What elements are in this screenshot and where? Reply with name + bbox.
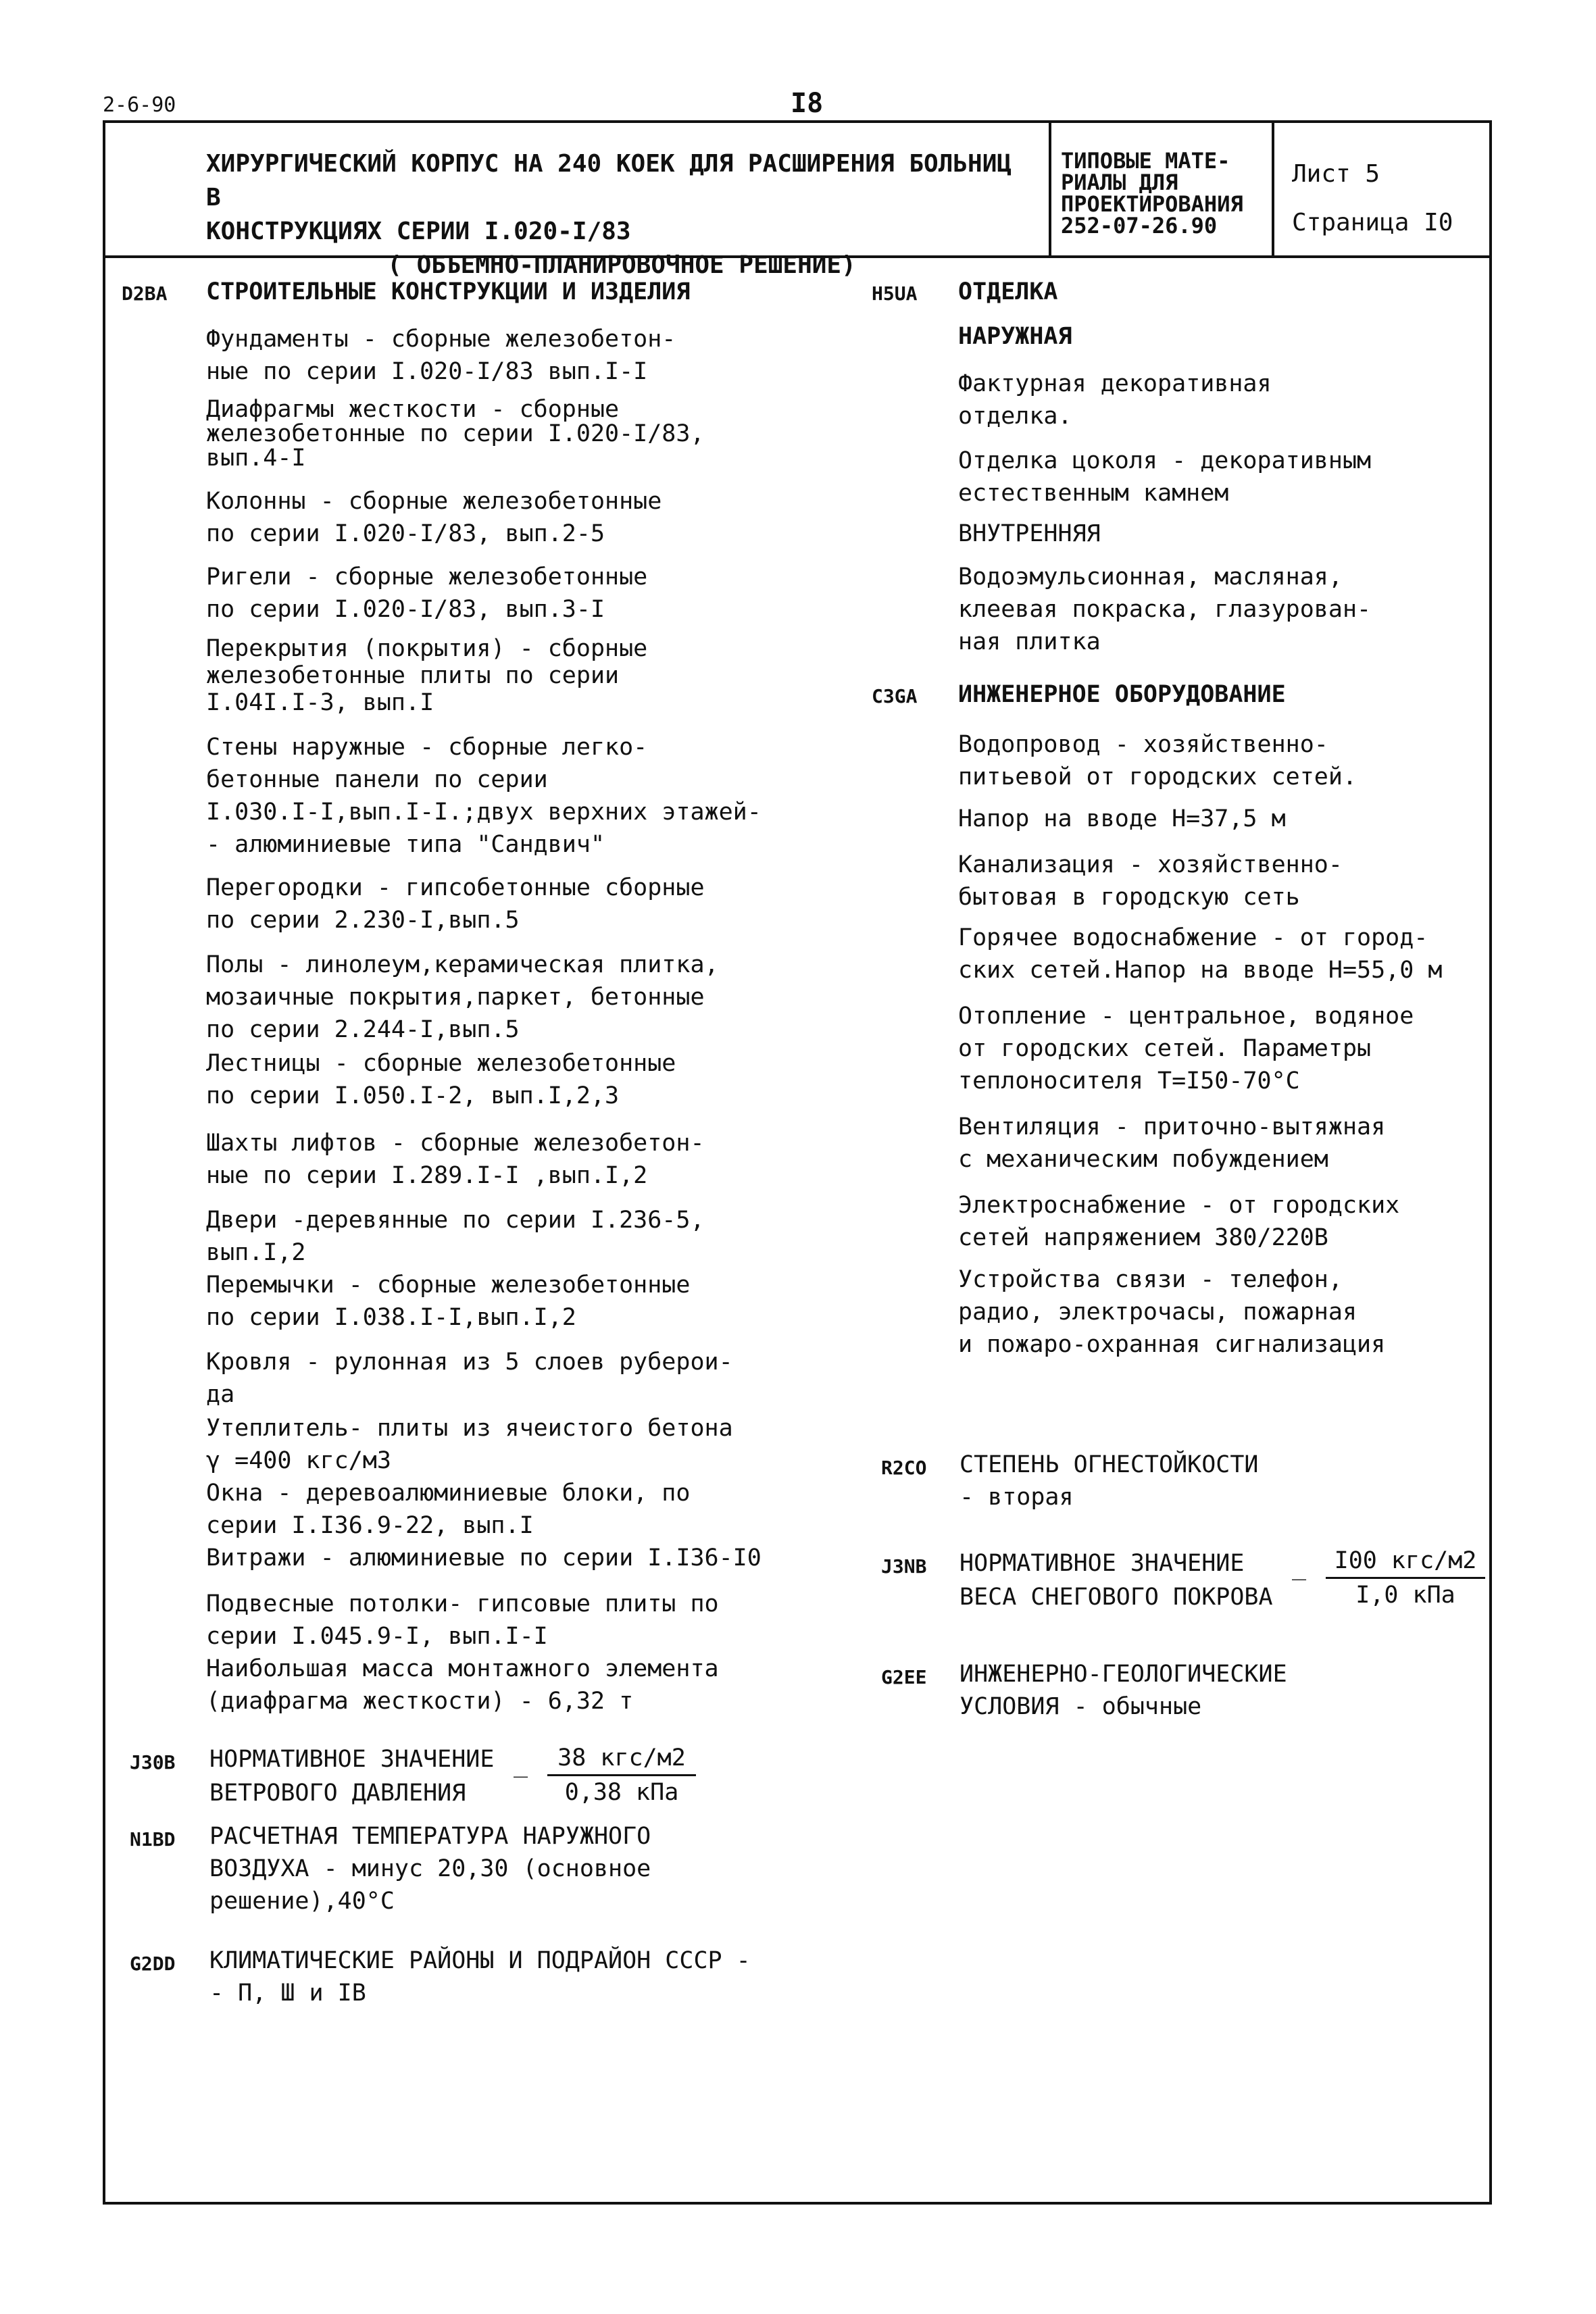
wind-pressure-value — [547, 1742, 696, 1809]
section-code-h5ua: H5UA — [872, 282, 918, 305]
list-item: Электроснабжение - от городских сетей напряжением 380/220В — [958, 1192, 1400, 1251]
list-item: Перемычки - сборные железобетонные по серии I.038.I-I,вып.I,2 — [206, 1272, 691, 1331]
sheet-info — [1292, 150, 1453, 247]
climate-regions-text: КЛИМАТИЧЕСКИЕ РАЙОНЫ И ПОДРАЙОН СССР - - П, Ш и IВ — [209, 1947, 751, 2007]
series-info — [1061, 150, 1264, 236]
list-item: Перекрытия (покрытия) - сборные железобетонные плиты по серии I.04I.I-3, вып.I — [206, 635, 648, 716]
snow-load-denominator: I,0 кПа — [1355, 1582, 1455, 1609]
list-item: Двери -деревянные по серии I.236-5, вып.I,2 — [206, 1207, 705, 1266]
list-item: Перегородки - гипсобетонные сборные по серии 2.230-I,вып.5 — [206, 874, 705, 934]
page-label: Страница I0 — [1292, 209, 1453, 236]
geology-conditions-text: ИНЖЕНЕРНО-ГЕОЛОГИЧЕСКИЕ УСЛОВИЯ - обычные — [959, 1661, 1287, 1720]
meta-line-4: 252-07-26.90 — [1061, 213, 1218, 238]
section-code-g2ee: G2EE — [881, 1666, 927, 1688]
equals-dash: _ — [514, 1751, 528, 1778]
fire-resistance-text: СТЕПЕНЬ ОГНЕСТОЙКОСТИ - вторая — [959, 1451, 1259, 1511]
section-code-g2dd: G2DD — [130, 1953, 176, 1975]
header-divider-2 — [1272, 120, 1274, 258]
list-item: Лестницы - сборные железобетонные по серии I.050.I-2, вып.I,2,3 — [206, 1050, 676, 1109]
list-item: Шахты лифтов - сборные железобетон- ные по серии I.289.I-I ,вып.I,2 — [206, 1130, 705, 1189]
list-item: Отопление - центральное, водяное от городских сетей. Параметры теплоносителя Т=I50-70°С — [958, 1003, 1414, 1095]
list-item: Водоэмульсионная, масляная, клеевая покраска, глазурован- ная плитка — [958, 563, 1372, 655]
header-divider-1 — [1049, 120, 1051, 258]
list-item: Фундаменты - сборные железобетон- ные по серии I.020-I/83 вып.I-I — [206, 326, 676, 385]
list-item: Стены наружные - сборные легко- бетонные панели по серии I.030.I-I,вып.I-I.;двух верхних этажей- - алюминиевые типа "Сандвич" — [206, 734, 762, 858]
snow-load-value — [1326, 1544, 1485, 1611]
wind-pressure-numerator: 38 кгс/м2 — [547, 1742, 696, 1776]
list-item: Ригели - сборные железобетонные по серии I.020-I/83, вып.3-I — [206, 563, 648, 623]
list-item: Напор на вводе Н=37,5 м — [958, 805, 1286, 832]
subsection-title-outer: НАРУЖНАЯ — [958, 323, 1072, 350]
section-title-engineering: ИНЖЕНЕРНОЕ ОБОРУДОВАНИЕ — [958, 681, 1286, 708]
list-item: Вентиляция - приточно-вытяжная с механическим побуждением — [958, 1113, 1386, 1173]
title-line-3: ( ОБЪЕМНО-ПЛАНИРОВОЧНОЕ РЕШЕНИЕ) — [387, 251, 856, 279]
wind-pressure-line-1: НОРМАТИВНОЕ ЗНАЧЕНИЕ — [209, 1746, 495, 1773]
equals-dash: _ — [1292, 1554, 1307, 1581]
section-title-structures: СТРОИТЕЛЬНЫЕ КОНСТРУКЦИИ И ИЗДЕЛИЯ — [206, 278, 691, 305]
document-title — [206, 147, 1037, 282]
list-item: Полы - линолеум,керамическая плитка, мозаичные покрытия,паркет, бетонные по серии 2.244-I,вып.5 — [206, 951, 719, 1043]
title-line-1: ХИРУРГИЧЕСКИЙ КОРПУС НА 240 КОЕК ДЛЯ РАСШИРЕНИЯ БОЛЬНИЦ В — [206, 150, 1012, 211]
list-item: Канализация - хозяйственно- бытовая в городскую сеть — [958, 851, 1343, 911]
list-item: Колонны - сборные железобетонные по серии I.020-I/83, вып.2-5 — [206, 488, 662, 547]
list-item: Диафрагмы жесткости - сборные железобетонные по серии I.020-I/83, вып.4-I — [206, 396, 705, 472]
sheet-number: Лист 5 — [1292, 160, 1380, 188]
list-item: Водопровод - хозяйственно- питьевой от городских сетей. — [958, 731, 1357, 790]
section-title-finishing: ОТДЕЛКА — [958, 278, 1058, 305]
section-code-j3nb: J3NB — [881, 1555, 927, 1578]
list-item: Горячее водоснабжение - от город- ских сетей.Напор на вводе Н=55,0 м — [958, 924, 1443, 984]
page-number: I8 — [791, 88, 824, 119]
title-line-2: КОНСТРУКЦИЯХ СЕРИИ I.020-I/83 — [206, 218, 631, 245]
list-item: Подвесные потолки- гипсовые плиты по серии I.045.9-I, вып.I-I — [206, 1590, 719, 1650]
snow-load-line-1: НОРМАТИВНОЕ ЗНАЧЕНИЕ — [959, 1550, 1245, 1577]
wind-pressure-denominator: 0,38 кПа — [564, 1779, 679, 1806]
document-code: 2-6-90 — [103, 93, 176, 117]
list-item: Кровля - рулонная из 5 слоев руберои- да — [206, 1349, 733, 1408]
list-item: Витражи - алюминиевые по серии I.I36-I0 — [206, 1544, 762, 1571]
snow-load-numerator: I00 кгс/м2 — [1326, 1544, 1485, 1579]
section-code-c3ga: C3GA — [872, 685, 918, 707]
section-code-j30b: J30B — [130, 1751, 176, 1774]
snow-load-line-2: ВЕСА СНЕГОВОГО ПОКРОВА — [959, 1584, 1273, 1611]
list-item: Утеплитель- плиты из ячеистого бетона γ =400 кгс/м3 — [206, 1415, 733, 1474]
wind-pressure-line-2: ВЕТРОВОГО ДАВЛЕНИЯ — [209, 1780, 466, 1807]
section-code-d2ba: D2BA — [122, 282, 168, 305]
list-item: Наибольшая масса монтажного элемента (диафрагма жесткости) - 6,32 т — [206, 1655, 719, 1715]
list-item: Отделка цоколя - декоративным естественным камнем — [958, 447, 1372, 507]
subsection-title-inner: ВНУТРЕННЯЯ — [958, 520, 1101, 547]
section-code-r2co: R2CO — [881, 1457, 927, 1479]
list-item: Окна - деревоалюминиевые блоки, по серии I.I36.9-22, вып.I — [206, 1480, 691, 1539]
meta-line-1: ТИПОВЫЕ МАТЕ- — [1061, 148, 1230, 174]
list-item: Фактурная декоративная отделка. — [958, 370, 1272, 430]
outdoor-temperature-text: РАСЧЕТНАЯ ТЕМПЕРАТУРА НАРУЖНОГО ВОЗДУХА - минус 20,30 (основное решение),40°С — [209, 1823, 651, 1915]
meta-line-2: РИАЛЫ ДЛЯ — [1061, 170, 1178, 195]
list-item: Устройства связи - телефон, радио, электрочасы, пожарная и пожаро-охранная сигнализация — [958, 1266, 1386, 1358]
section-code-n1bd: N1BD — [130, 1828, 176, 1851]
meta-line-3: ПРОЕКТИРОВАНИЯ — [1061, 191, 1243, 217]
